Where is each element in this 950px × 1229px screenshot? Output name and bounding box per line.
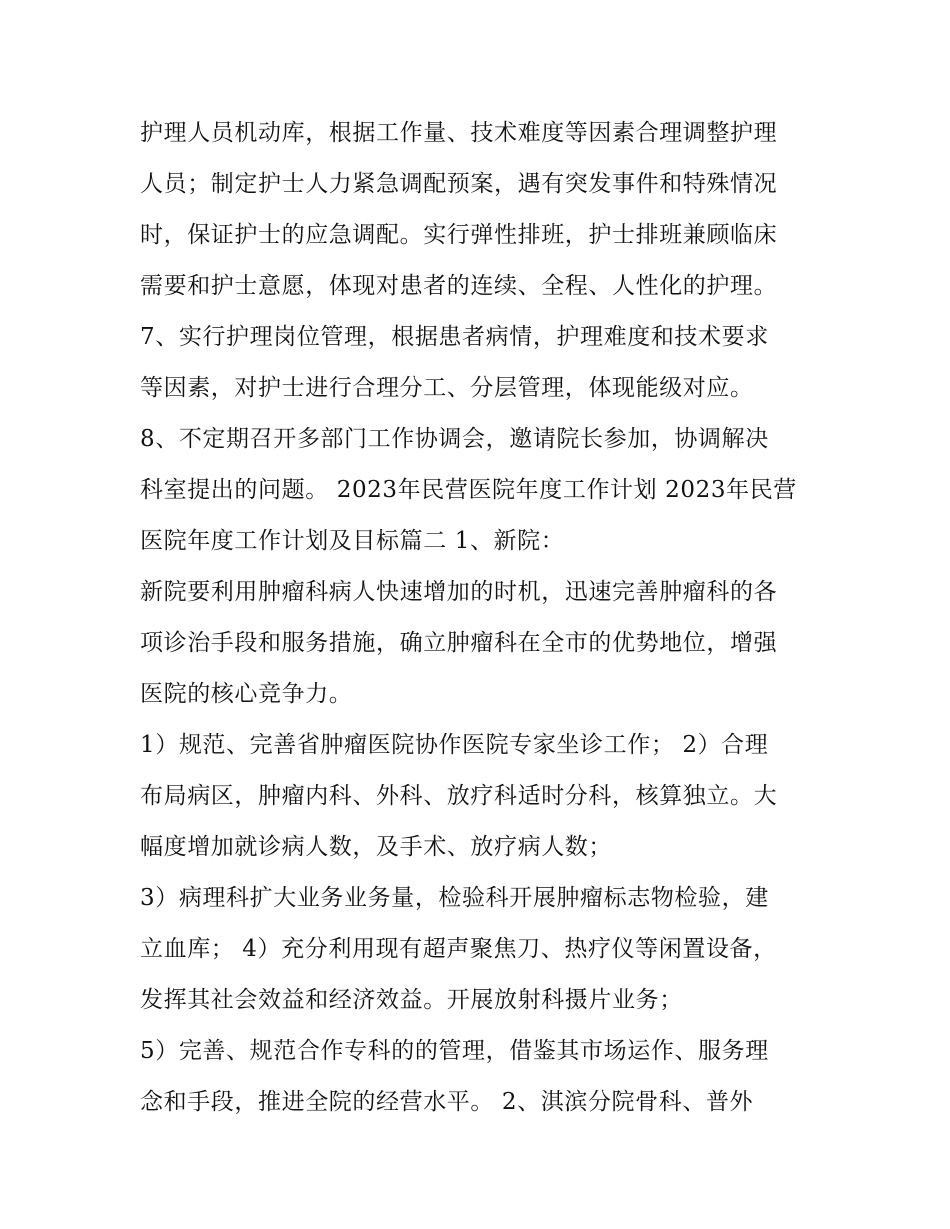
- text-line: 时，保证护士的应急调配。实行弹性排班，护士排班兼顾临床: [140, 222, 778, 248]
- text-line: 医院的核心竞争力。: [140, 681, 353, 707]
- text-line: 新院要利用肿瘤科病人快速增加的时机，迅速完善肿瘤科的各: [140, 579, 778, 605]
- text-line: 7、实行护理岗位管理，根据患者病情，护理难度和技术要求: [140, 324, 769, 350]
- text-line: 发挥其社会效益和经济效益。开展放射科摄片业务；: [140, 987, 683, 1013]
- text-line: 科室提出的问题。 2023年民营医院年度工作计划 2023年民营: [140, 477, 797, 503]
- text-line: 人员；制定护士人力紧急调配预案，遇有突发事件和特殊情况: [140, 171, 778, 197]
- text-line: 需要和护士意愿，体现对患者的连续、全程、人性化的护理。: [140, 273, 778, 299]
- text-line: 1）规范、完善省肿瘤医院协作医院专家坐诊工作； 2）合理: [140, 732, 769, 758]
- text-line: 立血库； 4）充分利用现有超声聚焦刀、热疗仪等闲置设备，: [140, 936, 777, 962]
- text-line: 念和手段，推进全院的经营水平。 2、淇滨分院骨科、普外: [140, 1089, 754, 1115]
- text-line: 医院年度工作计划及目标篇二 1、新院：: [140, 528, 565, 554]
- text-line: 项诊治手段和服务措施，确立肿瘤科在全市的优势地位，增强: [140, 630, 778, 656]
- text-line: 等因素，对护士进行合理分工、分层管理，体现能级对应。: [140, 375, 754, 401]
- text-line: 3）病理科扩大业务业务量，检验科开展肿瘤标志物检验，建: [140, 885, 769, 911]
- text-line: 幅度增加就诊病人数，及手术、放疗病人数；: [140, 834, 612, 860]
- text-line: 布局病区，肿瘤内科、外科、放疗科适时分科，核算独立。大: [140, 783, 778, 809]
- text-line: 8、不定期召开多部门工作协调会，邀请院长参加，协调解决: [140, 426, 769, 452]
- text-line: 护理人员机动库，根据工作量、技术难度等因素合理调整护理: [140, 120, 778, 146]
- document-body: [140, 108, 830, 1128]
- text-line: 5）完善、规范合作专科的的管理，借鉴其市场运作、服务理: [140, 1038, 769, 1064]
